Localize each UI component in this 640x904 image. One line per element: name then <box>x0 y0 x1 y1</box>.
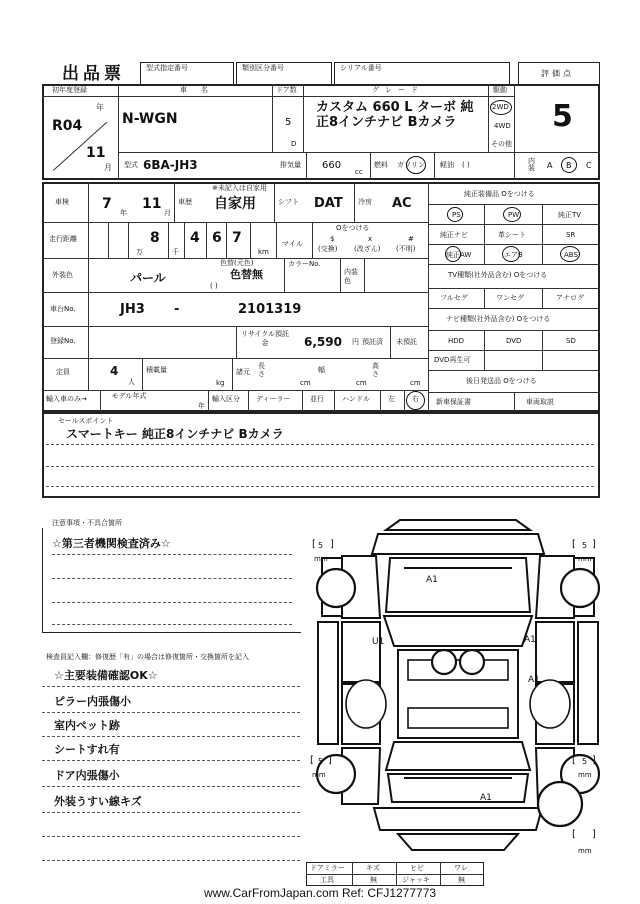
navi-type-title: ナビ種類(社外品含む) Oをつける <box>446 315 551 323</box>
capacity-label: 定員 <box>56 368 70 376</box>
equip-pw: PW <box>508 211 520 219</box>
import-class-label: 輸入区分 <box>212 395 240 403</box>
fuel-paren: ( ) <box>462 161 470 169</box>
selling-point-label: セールスポイント <box>58 417 114 425</box>
handle-right: 右 <box>412 395 419 403</box>
serial-label: シリアル番号 <box>340 64 382 72</box>
equip-sr: SR <box>566 231 576 239</box>
damage-mark-2: U1 <box>372 637 385 647</box>
inspection-year: 7 <box>102 196 112 212</box>
grade-value: カスタム 660 L ターボ 純正8インチナビ Bカメラ <box>316 100 474 130</box>
drive-label: 駆動 <box>493 86 507 94</box>
inspector-line-1: ☆主要装備確認OK☆ <box>54 669 158 682</box>
interior-label: 内装 <box>528 157 535 172</box>
interior-b-circle <box>561 157 577 173</box>
color-orig-label: 色替(元色) <box>220 259 254 267</box>
legend-r4: 無 <box>458 876 465 884</box>
tread-rl-unit: mm <box>312 771 326 779</box>
fuel-label: 燃料 <box>374 161 388 169</box>
length-unit: cm <box>300 379 311 387</box>
notes-line-1: ☆第三者機関検査済み☆ <box>52 537 171 550</box>
equip-ps-circle <box>447 207 463 222</box>
first-reg-year: R04 <box>52 118 83 134</box>
legend-h1: ドアミラー <box>310 864 345 872</box>
type-approval-label: 型式指定番号 <box>146 64 188 72</box>
reg-no-label: 登録No. <box>50 337 76 345</box>
tread-rl: 5 <box>318 757 324 766</box>
damage-mark-1: A1 <box>426 575 438 585</box>
legend-h3: ヒビ <box>410 864 424 872</box>
selling-point-text: スマートキー 純正8インチナビ Bカメラ <box>66 427 284 441</box>
shift-value: DAT <box>314 196 343 211</box>
genuine-equip-title: 純正装備品 Oをつける <box>464 190 535 198</box>
fuel-gasoline: ガソリン <box>397 161 425 169</box>
displacement-unit: cc <box>355 168 363 176</box>
car-damage-diagram <box>308 512 608 882</box>
capacity-unit: 人 <box>128 378 135 386</box>
load-unit: kg <box>216 379 225 387</box>
tread-fr-unit: mm <box>578 555 592 563</box>
chassis-prefix: JH3 <box>120 302 145 317</box>
odo-alter-sym: x <box>368 235 373 243</box>
odometer-man-digit: 8 <box>150 230 160 246</box>
width-label: 幅 <box>318 366 325 374</box>
score-value: 5 <box>552 99 573 134</box>
docs-warranty: 新車保証書 <box>436 398 471 406</box>
tread-fl: 5 <box>318 541 324 550</box>
equip-pw-circle <box>503 207 521 222</box>
legend-r1: 工具 <box>320 876 334 884</box>
first-reg-month: 11 <box>86 145 106 161</box>
dvd-playback: DVD再生可 <box>434 356 471 364</box>
damage-mark-3: A1 <box>524 635 536 645</box>
model-label: 型式 <box>124 161 138 169</box>
damage-mark-5: A1 <box>480 793 492 803</box>
first-reg-label: 初年度登録 <box>52 86 87 94</box>
import-dealer: ディーラー <box>256 395 291 403</box>
history-label: 車歴 <box>178 198 192 206</box>
equip-tv: 純正TV <box>558 211 582 219</box>
docs-title: 後日発送品 Oをつける <box>466 377 537 385</box>
width-unit: cm <box>356 379 367 387</box>
recycle-unpaid: 未預託 <box>396 338 417 346</box>
car-name-label: 車名 <box>180 86 222 94</box>
handle-left: 左 <box>388 395 395 403</box>
load-label: 積載量 <box>146 366 167 374</box>
tread-spare-unit: mm <box>578 847 592 855</box>
tread-fr: 5 <box>582 541 588 550</box>
inspection-label: 車検 <box>55 198 69 206</box>
odometer-label: 走行距離 <box>49 235 77 243</box>
equip-aw-circle <box>445 246 461 262</box>
length-label: 長さ <box>258 362 265 378</box>
legend-h4: ワレ <box>454 864 468 872</box>
drive-2wd-circle <box>490 100 512 115</box>
model-year-label: モデル年式 <box>111 392 147 400</box>
drive-other: その他 <box>491 140 512 148</box>
grade-label: グレード <box>372 86 424 94</box>
int-color-label: 内装色 <box>344 268 358 285</box>
footer-ref[interactable]: www.CarFromJapan.com Ref: CFJ1277773 <box>203 886 437 900</box>
notes-label: 注意事項・不具合箇所 <box>52 519 122 527</box>
odo-unknown-label: (不明) <box>396 245 416 253</box>
tread-rr: 5 <box>582 757 588 766</box>
odometer-digit-3: 7 <box>232 230 242 246</box>
chassis-label: 車台No. <box>50 305 76 313</box>
handle-right-circle <box>406 391 425 410</box>
odometer-man: 万 <box>136 248 143 256</box>
ext-color-value: パール <box>130 271 166 285</box>
recycle-value: 6,590 <box>304 335 342 349</box>
equip-airbag-circle <box>502 246 520 262</box>
handle-label: ハンドル <box>342 395 370 403</box>
model-year-unit: 年 <box>198 402 205 410</box>
legend-r2: 無 <box>370 876 377 884</box>
doors-unit: D <box>291 140 297 148</box>
mile-label: マイル <box>282 240 303 248</box>
chassis-dash: - <box>174 302 180 317</box>
navi-sd: SD <box>566 337 576 345</box>
inspector-label: 検査員記入欄：修復歴「有」の場合は修復箇所・交換箇所を記入 <box>46 653 249 661</box>
odo-circle-note: Oをつける <box>336 224 370 232</box>
ext-color-label: 外装色 <box>52 271 73 279</box>
inspection-month-unit: 月 <box>164 209 171 217</box>
doors-label: ドア数 <box>276 86 297 94</box>
form-title: 出品票 <box>62 64 125 84</box>
tv-oneseg: ワンセグ <box>496 294 524 302</box>
odo-swap-sym: $ <box>330 235 335 243</box>
tv-fullseg: フルセグ <box>440 294 468 302</box>
odometer-digit-2: 6 <box>212 230 222 246</box>
fuel-light-oil: 軽油 <box>440 161 454 169</box>
ac-value: AC <box>392 196 412 211</box>
doors-value: 5 <box>285 117 292 128</box>
odometer-unit: km <box>258 248 269 256</box>
year-suffix: 年 <box>96 103 104 112</box>
inspection-month: 11 <box>142 196 162 212</box>
tv-analog: アナログ <box>556 294 584 302</box>
category-label: 類別区分番号 <box>242 64 284 72</box>
import-label: 輸入車のみ→ <box>46 395 87 403</box>
fuel-circle <box>406 156 426 174</box>
displacement-value: 660 <box>322 160 342 171</box>
recycle-label: リサイクル預託金 <box>240 330 290 347</box>
inspector-line-5: ドア内張傷小 <box>54 769 120 782</box>
odo-unknown-sym: # <box>408 235 414 243</box>
model-value: 6BA-JH3 <box>143 158 198 172</box>
inspector-line-2: ピラー内張傷小 <box>54 695 131 708</box>
odometer-digit-1: 4 <box>190 230 200 246</box>
navi-hdd: HDD <box>448 337 465 345</box>
color-orig-value: 色替無 <box>230 268 263 281</box>
month-suffix: 月 <box>104 163 112 172</box>
equip-ps: PS <box>452 211 461 219</box>
inspector-line-6: 外装うすい線キズ <box>54 795 142 808</box>
chassis-number: 2101319 <box>238 302 302 317</box>
import-parallel: 並行 <box>310 395 324 403</box>
interior-b: B <box>566 161 572 170</box>
damage-mark-4: A1 <box>528 675 540 685</box>
color-no-label: カラーNo. <box>288 260 321 268</box>
equip-airbag: エアB <box>504 251 523 259</box>
equip-leather: 革シート <box>498 231 526 239</box>
navi-dvd: DVD <box>506 337 522 345</box>
equip-abs: ABS <box>564 251 578 259</box>
recycle-paid: 預託済 <box>362 338 383 346</box>
shift-label: シフト <box>278 198 299 206</box>
inspector-line-3: 室内ペット跡 <box>54 719 120 732</box>
odo-alter-label: (改ざん) <box>354 245 381 253</box>
odometer-sen: 千 <box>172 248 179 256</box>
drive-4wd: 4WD <box>494 122 511 130</box>
history-note: ※未記入は自家用 <box>212 184 267 192</box>
legend-r3: ジャッキ <box>402 876 430 884</box>
color-paren: ( ) <box>210 282 218 290</box>
tread-fl-bracket: [ <box>312 539 316 550</box>
ac-label: 冷房 <box>358 198 372 206</box>
equip-navi: 純正ナビ <box>440 231 468 239</box>
docs-manual: 車両取説 <box>526 398 554 406</box>
car-name: N-WGN <box>122 111 178 127</box>
tread-rr-unit: mm <box>578 771 592 779</box>
inspection-year-unit: 年 <box>120 209 127 217</box>
displacement-label: 排気量 <box>280 161 301 169</box>
interior-c: C <box>586 161 592 170</box>
drive-2wd: 2WD <box>492 103 509 111</box>
front-bumper-part <box>386 520 530 530</box>
interior-a: A <box>547 161 553 170</box>
height-unit: cm <box>410 379 421 387</box>
equip-aw: 純正AW <box>446 251 472 259</box>
capacity-value: 4 <box>110 364 119 378</box>
history-value: 自家用 <box>214 196 256 212</box>
equip-abs-circle <box>560 246 580 262</box>
dims-label: 諸元 <box>236 368 250 376</box>
recycle-unit: 円 <box>352 338 359 346</box>
odo-swap-label: (交換) <box>318 245 338 253</box>
height-label: 高さ <box>372 362 379 378</box>
inspector-line-4: シートすれ有 <box>54 743 120 756</box>
tread-fl-unit: mm <box>314 555 328 563</box>
tv-type-title: TV種類(社外品含む) Oをつける <box>448 271 548 279</box>
legend-h2: キズ <box>366 864 380 872</box>
score-label: 評価点 <box>541 69 574 78</box>
